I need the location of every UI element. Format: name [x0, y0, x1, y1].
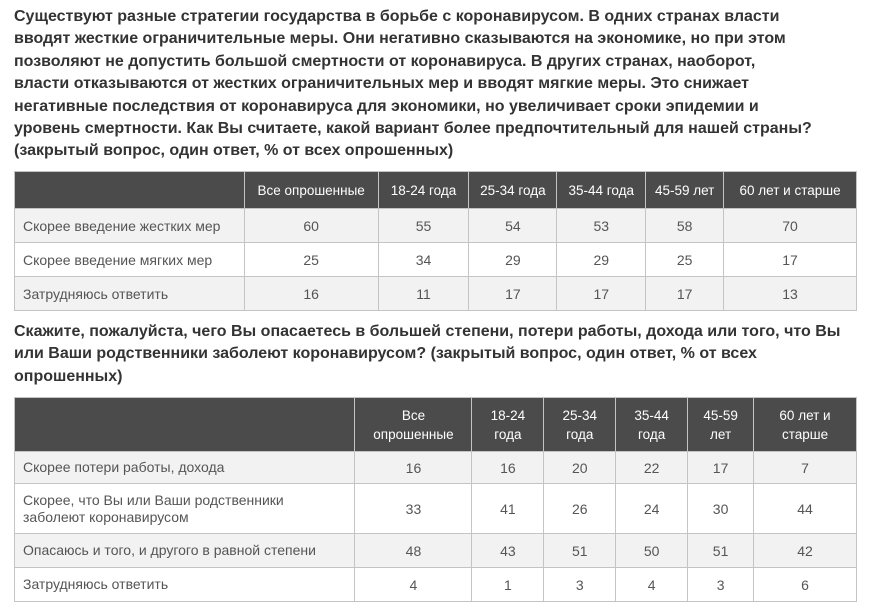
cell-value: 42 [754, 534, 857, 568]
question-2-table [14, 397, 857, 602]
table-row [15, 209, 857, 243]
cell-value: 16 [355, 452, 472, 484]
header-cell-60-plus: 60 лет и старше [724, 172, 857, 209]
question-1-table [14, 171, 857, 311]
cell-value: 3 [688, 568, 754, 602]
table-row [15, 484, 857, 534]
cell-value: 17 [724, 243, 857, 277]
cell-value: 4 [355, 568, 472, 602]
row-label: Затрудняюсь ответить [15, 568, 355, 602]
cell-value: 1 [472, 568, 544, 602]
cell-value: 17 [688, 452, 754, 484]
cell-value: 4 [616, 568, 688, 602]
cell-value: 54 [469, 209, 557, 243]
table-row [15, 534, 857, 568]
cell-value: 44 [754, 484, 857, 534]
cell-value: 70 [724, 209, 857, 243]
row-label: Опасаюсь и того, и другого в равной степени [15, 534, 355, 568]
row-label: Скорее введение жестких мер [15, 209, 245, 243]
header-corner-cell [15, 398, 355, 452]
table-header-row [15, 398, 857, 452]
row-label: Скорее введение мягких мер [15, 243, 245, 277]
cell-value: 17 [469, 277, 557, 311]
cell-value: 58 [646, 209, 724, 243]
cell-value: 17 [557, 277, 646, 311]
row-label: Скорее потери работы, дохода [15, 452, 355, 484]
table-header-row [15, 172, 857, 209]
header-cell-45-59: 45-59 лет [688, 398, 754, 452]
cell-value: 26 [544, 484, 616, 534]
header-cell-35-44: 35-44 года [616, 398, 688, 452]
cell-value: 25 [646, 243, 724, 277]
table-row [15, 568, 857, 602]
cell-value: 51 [544, 534, 616, 568]
cell-value: 3 [544, 568, 616, 602]
header-cell-all: Все опрошенные [244, 172, 378, 209]
table-row [15, 243, 857, 277]
cell-value: 41 [472, 484, 544, 534]
cell-value: 17 [646, 277, 724, 311]
header-cell-25-34: 25-34 года [469, 172, 557, 209]
cell-value: 7 [754, 452, 857, 484]
cell-value: 43 [472, 534, 544, 568]
header-cell-18-24: 18-24 года [378, 172, 469, 209]
header-cell-45-59: 45-59 лет [646, 172, 724, 209]
cell-value: 48 [355, 534, 472, 568]
cell-value: 50 [616, 534, 688, 568]
cell-value: 24 [616, 484, 688, 534]
cell-value: 25 [244, 243, 378, 277]
header-cell-25-34: 25-34 года [544, 398, 616, 452]
cell-value: 11 [378, 277, 469, 311]
cell-value: 16 [472, 452, 544, 484]
cell-value: 30 [688, 484, 754, 534]
header-cell-18-24: 18-24 года [472, 398, 544, 452]
cell-value: 16 [244, 277, 378, 311]
header-cell-35-44: 35-44 года [557, 172, 646, 209]
question-1-text: Существуют разные стратегии государства в борьбе с коронавирусом. В одних странах власти вводят жесткие ограничительные меры. Они негативно сказываются на экономике, но при этом позволяют не допустить большой смертности от коронавируса. В других странах, наоборот, власти отказываются от жестких ограничительных мер и вводят мягкие меры. Это снижает негативные последствия от коронавируса для экономики, но увеличивает сроки эпидемии и уровень смертности. Как Вы считаете, какой вариант более предпочтительный для нашей страны? (закрытый вопрос, один ответ, % от всех опрошенных) [14, 8, 812, 160]
cell-value: 29 [557, 243, 646, 277]
row-label: Затрудняюсь ответить [15, 277, 245, 311]
question-2-text: Скажите, пожалуйста, чего Вы опасаетесь в большей степени, потери работы, дохода или того, что Вы или Ваши родственники заболеют коронавирусом? (закрытый вопрос, один ответ, % от всех опрошенных) [14, 323, 841, 385]
cell-value: 33 [355, 484, 472, 534]
cell-value: 53 [557, 209, 646, 243]
table-row [15, 277, 857, 311]
cell-value: 20 [544, 452, 616, 484]
cell-value: 51 [688, 534, 754, 568]
header-cell-60-plus: 60 лет и старше [754, 398, 857, 452]
table-row [15, 452, 857, 484]
cell-value: 60 [244, 209, 378, 243]
cell-value: 34 [378, 243, 469, 277]
cell-value: 29 [469, 243, 557, 277]
header-cell-all: Все опрошенные [355, 398, 472, 452]
header-corner-cell [15, 172, 245, 209]
cell-value: 55 [378, 209, 469, 243]
cell-value: 6 [754, 568, 857, 602]
row-label: Скорее, что Вы или Ваши родственники заболеют коронавирусом [15, 484, 355, 534]
cell-value: 22 [616, 452, 688, 484]
cell-value: 13 [724, 277, 857, 311]
